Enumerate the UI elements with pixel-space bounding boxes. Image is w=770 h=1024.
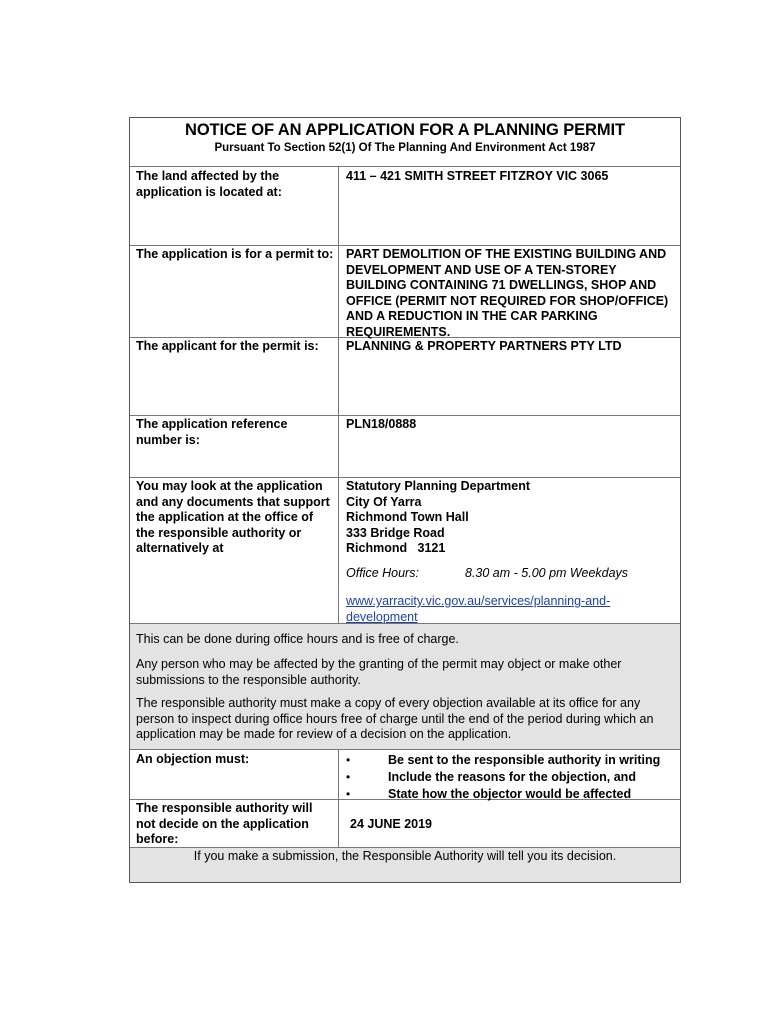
info-paragraph-office-hours: This can be done during office hours and is free of charge. [136, 632, 459, 646]
notice-title: NOTICE OF AN APPLICATION FOR A PLANNING PERMIT [185, 121, 625, 139]
row-divider [130, 749, 680, 750]
decision-label: The responsible authority will not decide on the application before: [136, 801, 313, 847]
requirement-text: Include the reasons for the objection, and [388, 770, 636, 784]
list-item [338, 752, 680, 769]
row-divider [130, 477, 680, 478]
row-divider [130, 245, 680, 246]
application-description: PART DEMOLITION OF THE EXISTING BUILDING AND DEVELOPMENT AND USE OF A TEN-STOREY BUILDING CONTAINING 71 DWELLINGS, SHOP AND OFFICE (PERMIT NOT REQUIRED FOR SHOP/OFFICE) AND A REDUCTION IN THE CAR PARKING REQUIREMENTS. [346, 247, 669, 339]
address-line: City Of Yarra [346, 494, 422, 509]
bullet-icon: • [346, 770, 351, 784]
footer-note: If you make a submission, the Responsible Authority will tell you its decision. [193, 849, 617, 863]
notice-subtitle: Pursuant To Section 52(1) Of The Planning And Environment Act 1987 [214, 142, 596, 154]
planning-website-link[interactable]: www.yarracity.vic.gov.au/services/planning-and-development [346, 594, 611, 624]
application-label: The application is for a permit to: [136, 247, 334, 261]
info-paragraph-objection-right: Any person who may be affected by the granting of the permit may object or make other submissions to the responsible authority. [136, 657, 622, 687]
applicant-name: PLANNING & PROPERTY PARTNERS PTY LTD [346, 339, 622, 353]
list-item [338, 769, 680, 786]
planning-permit-notice [129, 117, 681, 883]
office-hours-label: Office Hours: [346, 566, 419, 580]
office-address [346, 479, 676, 557]
decision-date: 24 JUNE 2019 [350, 817, 433, 831]
list-item [338, 786, 680, 803]
bullet-icon: • [346, 787, 351, 801]
bullet-icon: • [346, 753, 351, 767]
requirement-text: Be sent to the responsible authority in writing [388, 753, 661, 767]
row-divider [130, 166, 680, 167]
column-divider [338, 166, 339, 623]
address-line: Richmond 3121 [346, 541, 446, 556]
land-label: The land affected by the application is located at: [136, 169, 282, 199]
row-divider [130, 415, 680, 416]
land-address: 411 – 421 SMITH STREET FITZROY VIC 3065 [346, 169, 609, 183]
info-paragraph-objection-copies: The responsible authority must make a copy of every objection available at its office for any person to inspect during office hours free of charge until the end of the period during which an application may be made for review of a decision on the application. [136, 696, 654, 742]
office-hours-value: 8.30 am - 5.00 pm Weekdays [465, 566, 629, 580]
address-line: Statutory Planning Department [346, 479, 531, 493]
address-line: 333 Bridge Road [346, 525, 445, 540]
requirement-text: State how the objector would be affected [388, 787, 632, 801]
address-line: Richmond Town Hall [346, 510, 469, 525]
objection-label: An objection must: [136, 752, 250, 766]
reference-label: The application reference number is: [136, 417, 288, 447]
notice-header [130, 118, 680, 165]
reference-number: PLN18/0888 [346, 417, 417, 431]
applicant-label: The applicant for the permit is: [136, 339, 319, 353]
inspection-label: You may look at the application and any documents that support the application at the office of the responsible authority or alternatively at [136, 479, 330, 556]
